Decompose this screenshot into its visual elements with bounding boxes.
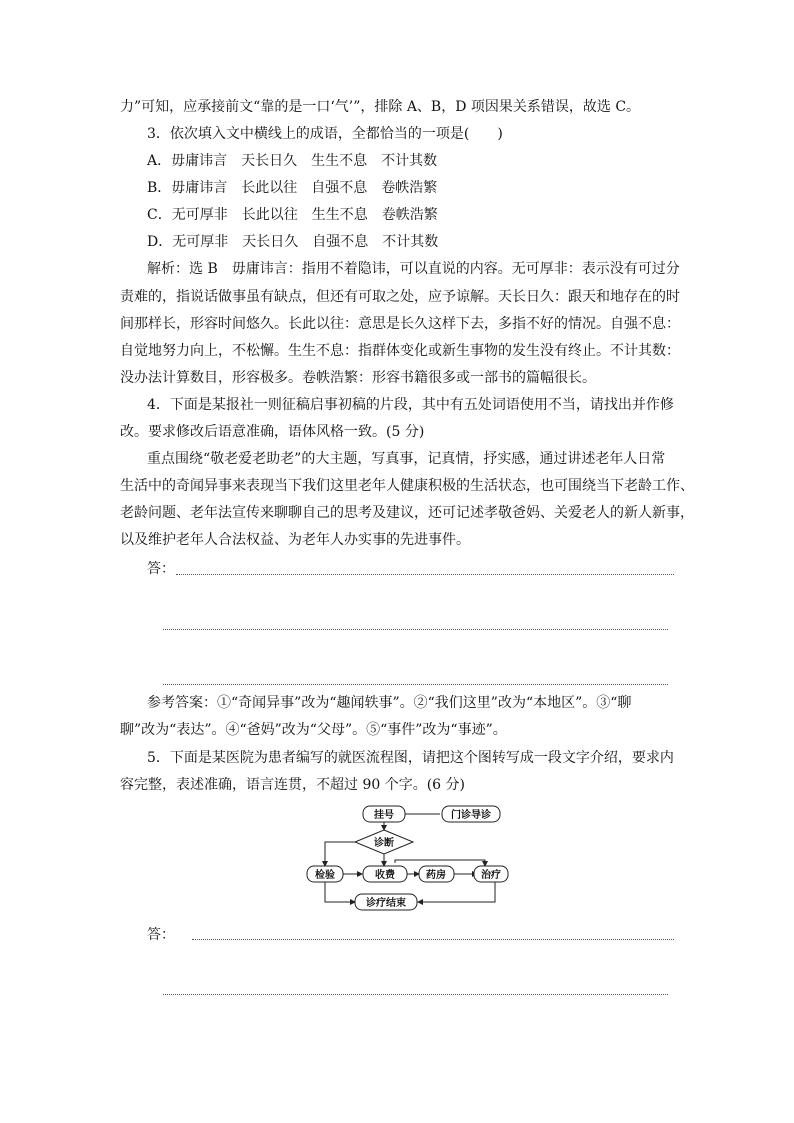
passage-line-4: 以及维护老年人合法权益、为老年人办实事的先进事件。 bbox=[120, 532, 470, 548]
answer-line-q4-2[interactable] bbox=[163, 629, 668, 630]
answer-line-q4-1[interactable] bbox=[176, 574, 674, 575]
label-menzhen: 门诊导诊 bbox=[451, 810, 491, 821]
label-zhiliao: 治疗 bbox=[481, 870, 501, 881]
answer-label-q4: 答： bbox=[147, 561, 175, 577]
question-4-stem-2: 改。要求修改后语意准确，语体风格一致。(5 分) bbox=[120, 424, 425, 440]
label-jieshu: 诊疗结束 bbox=[366, 898, 406, 909]
question-5-stem-1: 5．下面是某医院为患者编写的就医流程图，请把这个图转写成一段文字介绍，要求内 bbox=[147, 750, 674, 766]
label-zhenduan: 诊断 bbox=[374, 838, 394, 849]
reference-answer-1: 参考答案：①“奇闻异事”改为“趣闻轶事”。②“我们这里”改为“本地区”。③“聊 bbox=[147, 695, 632, 711]
hospital-flowchart bbox=[295, 800, 510, 915]
label-shoufei: 收费 bbox=[375, 870, 395, 881]
answer-line-q4-3[interactable] bbox=[163, 684, 668, 685]
analysis-line-4: 自觉地努力向上，不松懈。生生不息：指群体变化或新生事物的发生没有终止。不计其数： bbox=[120, 343, 680, 359]
reference-answer-2: 聊”改为“表达”。④“爸妈”改为“父母”。⑤“事件”改为“事迹”。 bbox=[120, 722, 507, 738]
answer-label-q5: 答： bbox=[147, 927, 175, 943]
passage-line-3: 老龄问题、老年法宣传来聊聊自己的思考及建议，还可记述孝敬爸妈、关爱老人的新人新事， bbox=[120, 505, 694, 521]
passage-line-2: 生活中的奇闻异事来表现当下我们这里老年人健康积极的生活状态，也可围绕当下老龄工作、 bbox=[120, 478, 694, 494]
option-c: C．无可厚非 长此以往 生生不息 卷帙浩繁 bbox=[147, 207, 438, 223]
option-d: D．无可厚非 天长日久 自强不息 不计其数 bbox=[147, 234, 439, 250]
label-yaofang: 药房 bbox=[426, 870, 446, 881]
answer-line-q5-1[interactable] bbox=[192, 939, 674, 940]
text-line-1: 力”可知，应承接前文“靠的是一口‘气’”，排除 A、B，D 项因果关系错误，故选 C。 bbox=[120, 99, 641, 115]
label-jianyan: 检验 bbox=[315, 870, 335, 881]
analysis-line-2: 责难的，指说话做事虽有缺点，但还有可取之处，应予谅解。天长日久：跟天和地存在的时 bbox=[120, 289, 680, 305]
question-5-stem-2: 容完整，表述准确，语言连贯，不超过 90 个字。(6 分) bbox=[120, 777, 465, 793]
option-b: B．毋庸讳言 长此以往 自强不息 卷帙浩繁 bbox=[147, 180, 438, 196]
analysis-line-1: 解析：选 B 毋庸讳言：指用不着隐讳，可以直说的内容。无可厚非：表示没有可过分 bbox=[147, 261, 680, 277]
passage-line-1: 重点围绕“敬老爱老助老”的大主题，写真事，记真情，抒实感，通过讲述老年人日常 bbox=[147, 451, 666, 467]
option-a: A．毋庸讳言 天长日久 生生不息 不计其数 bbox=[147, 153, 438, 169]
analysis-line-5: 没办法计算数目，形容极多。卷帙浩繁：形容书籍很多或一部书的篇幅很长。 bbox=[120, 370, 596, 386]
question-3-stem: 3．依次填入文中横线上的成语，全都恰当的一项是( ) bbox=[147, 126, 503, 142]
label-guahao: 挂号 bbox=[374, 810, 394, 821]
answer-line-q5-2[interactable] bbox=[163, 994, 668, 995]
question-4-stem-1: 4．下面是某报社一则征稿启事初稿的片段，其中有五处词语使用不当，请找出并作修 bbox=[147, 397, 674, 413]
analysis-line-3: 间那样长，形容时间悠久。长此以往：意思是长久这样下去，多指不好的情况。自强不息： bbox=[120, 316, 680, 332]
